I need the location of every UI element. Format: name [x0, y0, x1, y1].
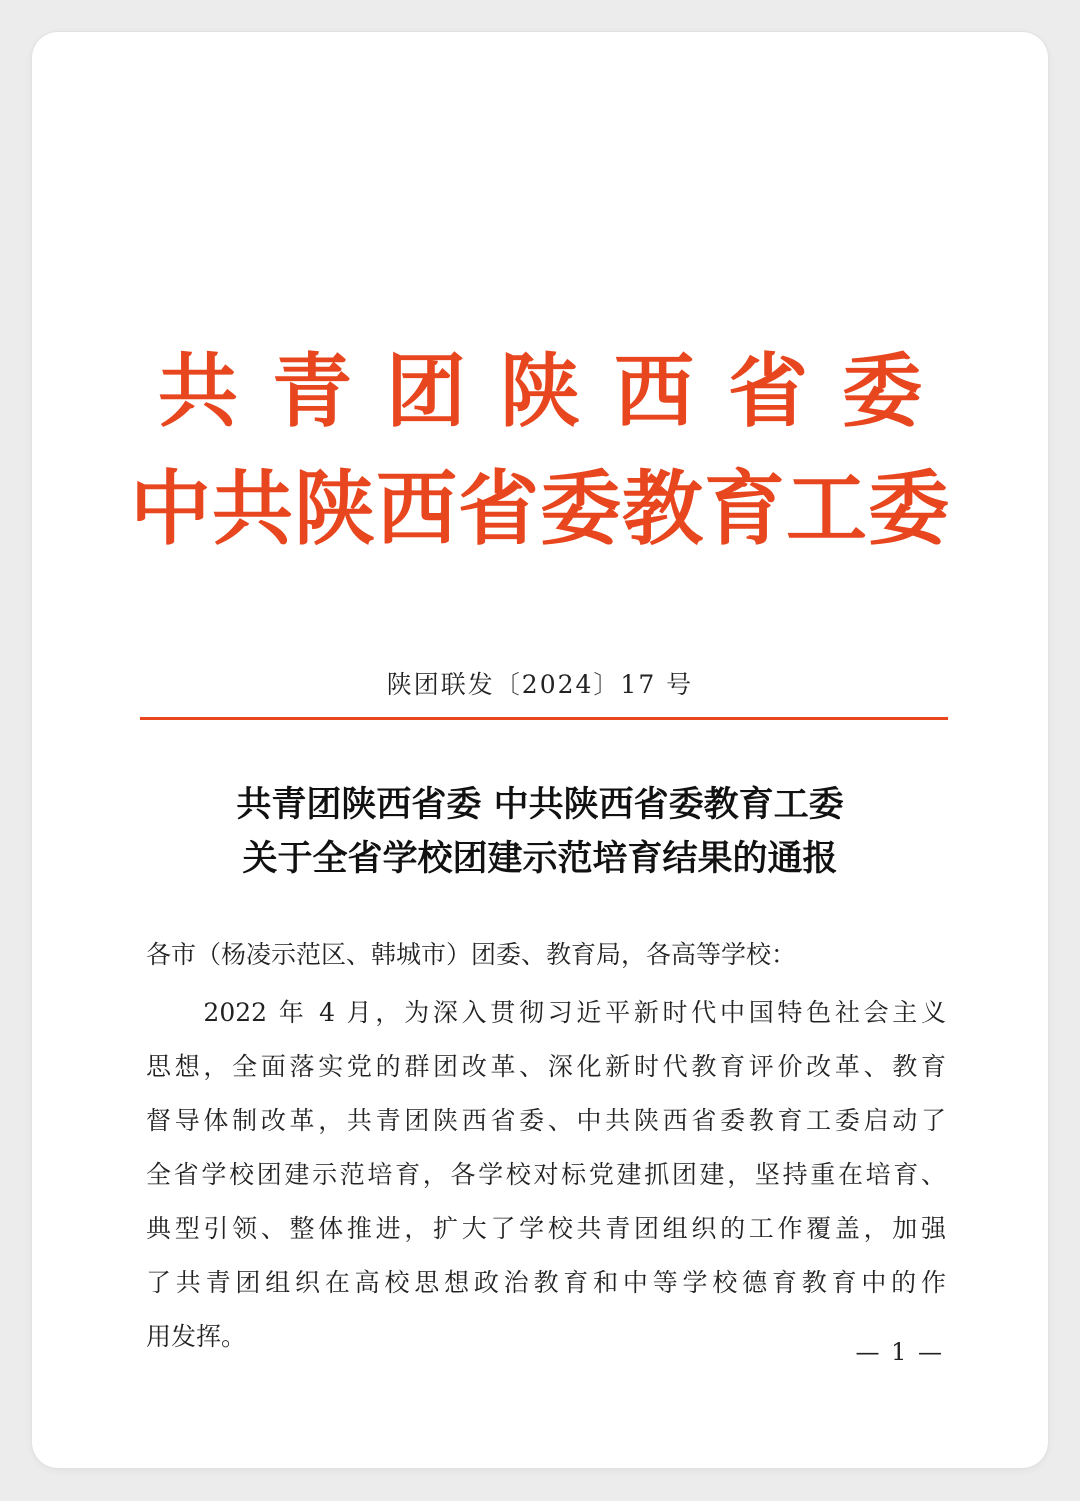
document-title-line-2: 关于全省学校团建示范培育结果的通报 [242, 838, 838, 879]
paragraph-line: 全省学校团建示范培育，各学校对标党建抓团建，坚持重在培育、 [146, 1160, 946, 1189]
paragraph-line: 典型引领、整体推进，扩大了学校共青团组织的工作覆盖，加强 [146, 1214, 946, 1243]
red-divider-line [140, 717, 948, 720]
page-number: — 1 — [855, 1338, 944, 1366]
paragraph-line: 用发挥。 [146, 1322, 247, 1351]
issuer-header-line-2: 中共陕西省委教育工委 [129, 463, 950, 557]
paragraph-line: 2022 年 4 月，为深入贯彻习近平新时代中国特色社会主义 [146, 998, 946, 1027]
paragraph-line: 督导体制改革，共青团陕西省委、中共陕西省委教育工委启动了 [146, 1106, 946, 1135]
document-title-line-1: 共青团陕西省委 中共陕西省委教育工委 [236, 784, 844, 825]
document-number: 陕团联发〔2024〕17 号 [386, 670, 694, 699]
issuer-header-line-1: 共青团陕西省委 [158, 345, 956, 438]
paragraph-line: 思想，全面落实党的群团改革、深化新时代教育评价改革、教育 [146, 1052, 946, 1081]
document-page [32, 32, 1048, 1468]
salutation: 各市（杨凌示范区、韩城市）团委、教育局，各高等学校： [146, 940, 797, 969]
paragraph-line: 了共青团组织在高校思想政治教育和中等学校德育教育中的作 [146, 1268, 946, 1297]
